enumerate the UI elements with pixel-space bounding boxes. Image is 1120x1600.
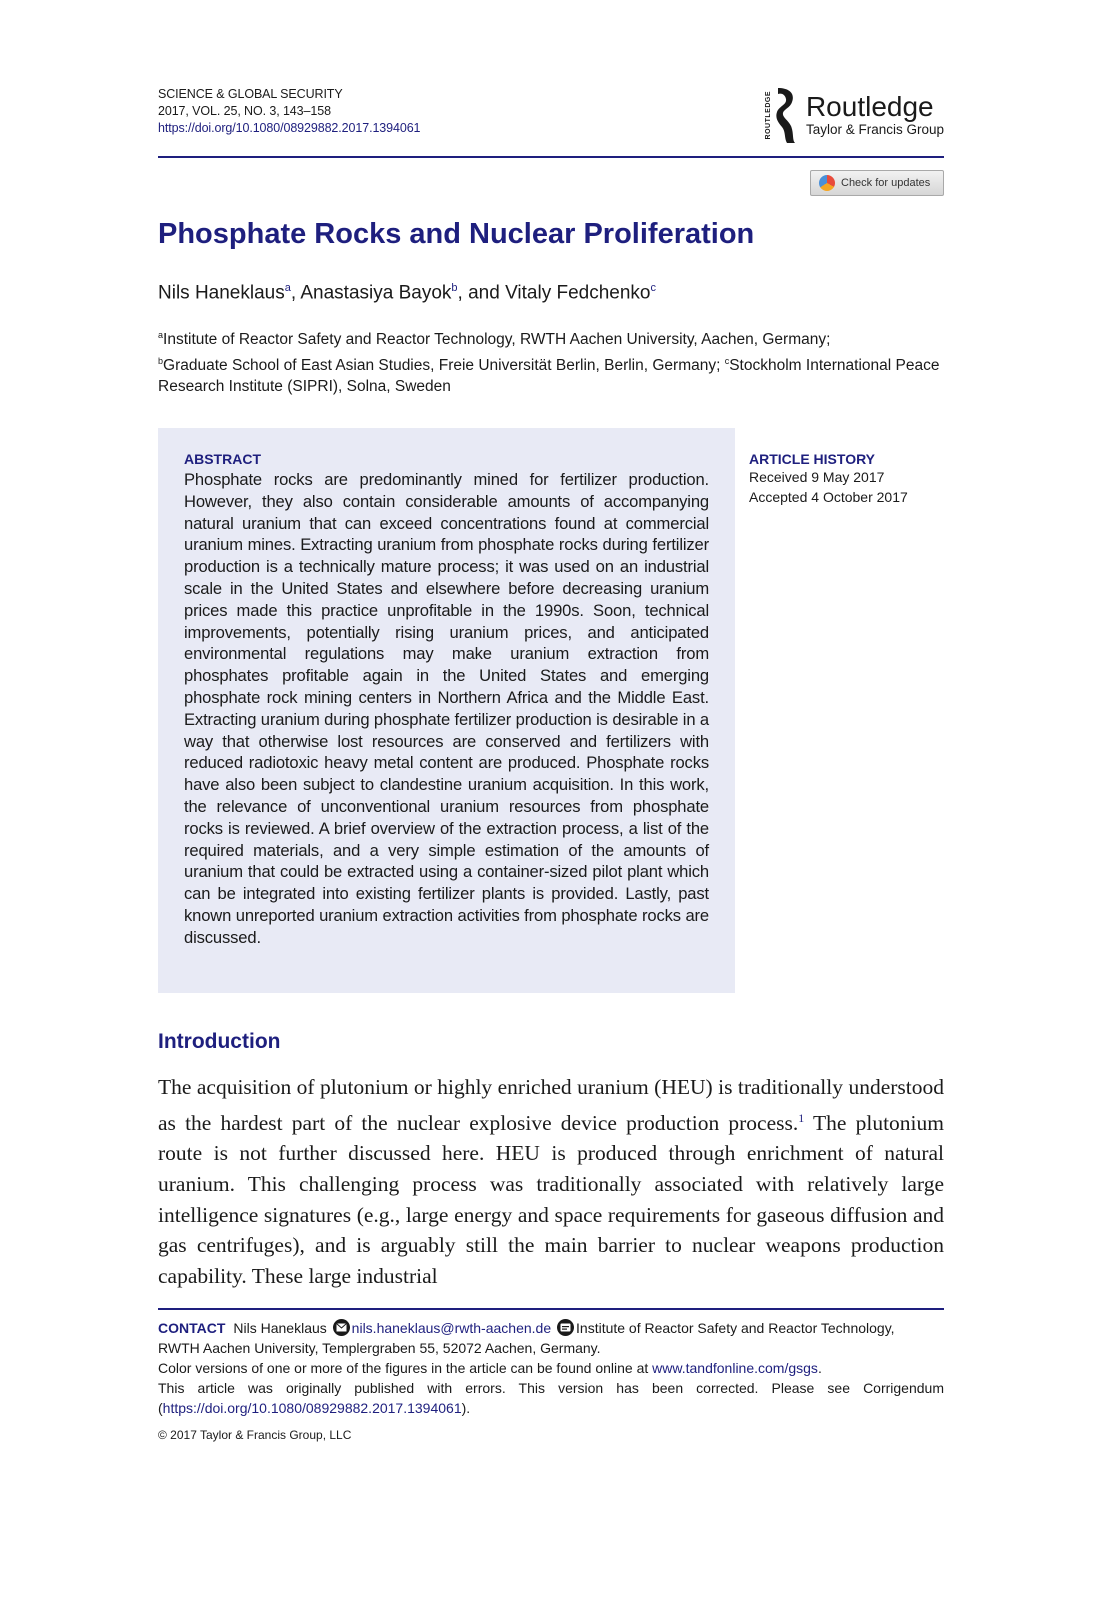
article-history [749, 451, 949, 507]
affil-marker: b [158, 355, 164, 366]
errata-note [158, 1378, 944, 1418]
intro-text-part: The plutonium route is not further discussed here. HEU is produced through enrichment of natural uranium. This challenging process was traditionally associated with relatively large intelligence signatures (e.g., large energy and space requirements for gaseous diffusion and gas centrifuges), and is arguably still the main barrier to nuclear weapons production capability. These large industrial [158, 1110, 944, 1288]
footnote-ref-link[interactable]: 1 [798, 1110, 805, 1125]
publisher-logo [765, 86, 944, 144]
author-separator: , and [457, 282, 506, 304]
contact-address: RWTH Aachen University, Templergraben 55, 52072 Aachen, Germany. [158, 1340, 601, 1356]
section-heading-introduction: Introduction [158, 1030, 281, 1053]
abstract-box [158, 428, 735, 993]
affil-marker: a [158, 330, 164, 340]
affil-marker: c [724, 355, 730, 366]
routledge-logo-icon [774, 86, 796, 144]
affiliation: Graduate School of East Asian Studies, Freie Universität Berlin, Berlin, Germany; [163, 356, 725, 374]
abstract-heading: ABSTRACT [184, 451, 261, 467]
journal-website-link[interactable]: www.tandfonline.com/gsgs [652, 1360, 818, 1376]
author-name: Nils Haneklaus [158, 282, 285, 304]
article-page [158, 86, 944, 1442]
check-updates-button[interactable] [810, 170, 944, 196]
color-note [158, 1358, 944, 1378]
publisher-name: Routledge [805, 91, 934, 122]
contact-name: Nils Haneklaus [233, 1320, 327, 1336]
contact-line [158, 1318, 944, 1338]
color-note-text: Color versions of one or more of the figures in the article can be found online at [158, 1360, 653, 1376]
history-heading: ARTICLE HISTORY [749, 451, 876, 467]
introduction-paragraph [158, 1072, 944, 1291]
author-name: Vitaly Fedchenko [505, 282, 651, 304]
page-footer [158, 1308, 944, 1444]
publisher-vertical-text: ROUTLEDGE [764, 90, 772, 140]
page-header [158, 86, 944, 158]
abstract-text: Phosphate rocks are predominantly mined for fertilizer production. However, they also contain considerable amounts of accompanying natural uranium that can exceed concentrations found at commercial uranium mines. Extracting uranium from phosphate rocks during fertilizer production is a technically mature process; it was used on an industrial scale in the United States and elsewhere before decreasing uranium prices made this practice unprofitable in the 1990s. Soon, technical improvements, potentially rising uranium prices, and anticipated environmental regulations may make uranium extraction from phosphates profitable again in the United States and emerging phosphate rock mining centers in Northern Africa and the Middle East. Extracting uranium during phosphate fertilizer production is desirable in a way that otherwise lost resources are conserved and fertilizers with reduced radiotoxic heavy metal content are produced. Phosphate rocks have also been subject to clandestine uranium acquisition. In this work, the relevance of unconventional uranium resources from phosphate rocks is reviewed. A brief overview of the extraction process, a list of the required materials, and a very simple estimation of the amounts of uranium that could be extracted using a container-sized pilot plant which can be integrated into existing fertilizer plants is provided. Lastly, past known unreported uranium extraction activities from phosphate rocks are discussed. [184, 470, 709, 947]
article-title: Phosphate Rocks and Nuclear Proliferation [158, 218, 755, 250]
email-icon [333, 1319, 350, 1336]
contact-institute: Institute of Reactor Safety and Reactor Technology, [576, 1320, 895, 1336]
author-affil-marker: a [284, 282, 291, 294]
journal-name: SCIENCE & GLOBAL SECURITY [158, 87, 343, 101]
accepted-date: Accepted 4 October 2017 [749, 489, 908, 505]
author-affil-marker: b [451, 282, 458, 294]
check-updates-label: Check for updates [841, 177, 931, 189]
errata-end: ). [461, 1400, 471, 1416]
affiliation: Stockholm International Peace Research Institute (SIPRI), Solna, Sweden [158, 356, 940, 396]
crossmark-icon [819, 175, 835, 191]
publisher-group: Taylor & Francis Group [805, 122, 944, 137]
color-note-end: . [817, 1360, 822, 1376]
affiliations [158, 325, 948, 398]
errata-text: This article was originally published with errors. This version has been corrected. Please see Corrigendum ( [158, 1380, 944, 1416]
affiliation: Institute of Reactor Safety and Reactor Technology, RWTH Aachen University, Aachen, Germany; [163, 331, 831, 349]
intro-text-part: The acquisition of plutonium or highly enriched uranium (HEU) is traditionally understood as the hardest part of the nuclear explosive device production process. [158, 1075, 944, 1135]
contact-email-link[interactable]: nils.haneklaus@rwth-aachen.de [351, 1320, 552, 1336]
corrigendum-link[interactable]: https://doi.org/10.1080/08929882.2017.1394061 [162, 1400, 462, 1416]
address-icon [557, 1319, 574, 1336]
author-affil-marker: c [650, 282, 656, 294]
received-date: Received 9 May 2017 [749, 469, 885, 485]
author-list [158, 282, 656, 304]
doi-link[interactable]: https://doi.org/10.1080/08929882.2017.1394061 [158, 121, 421, 135]
author-name: Anastasiya Bayok [300, 282, 452, 304]
contact-label: CONTACT [158, 1320, 226, 1336]
journal-volume: 2017, VOL. 25, NO. 3, 143–158 [158, 104, 331, 118]
copyright-notice: © 2017 Taylor & Francis Group, LLC [158, 1428, 352, 1442]
author-separator: , [290, 282, 301, 304]
